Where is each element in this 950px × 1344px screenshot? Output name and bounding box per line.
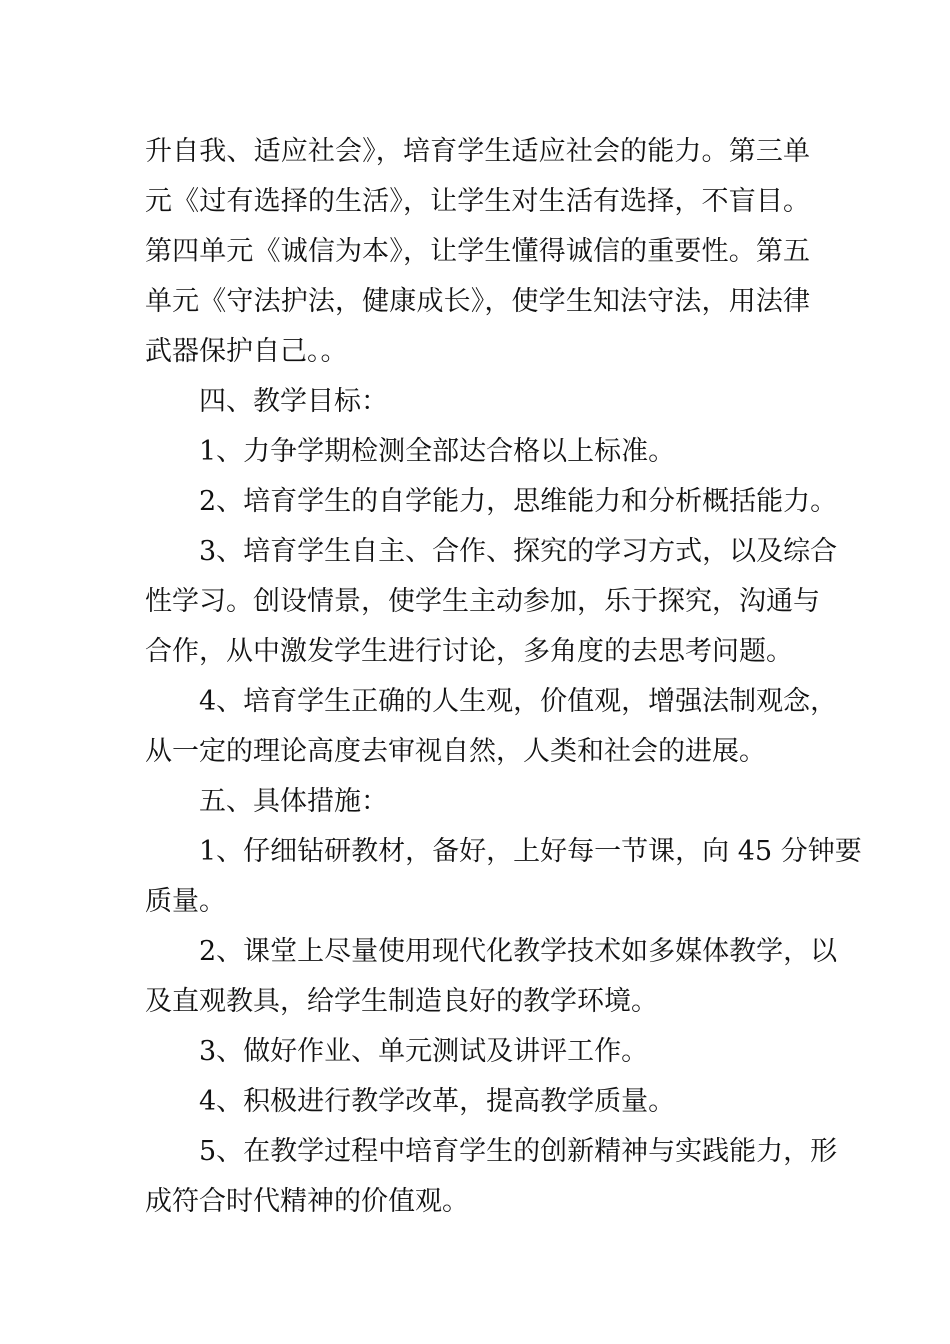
paragraph-units-summary bbox=[145, 127, 810, 377]
text-line: 及直观教具，给学生制造良好的教学环境。 bbox=[145, 986, 658, 1017]
text-line: 武器保护自己。。 bbox=[145, 336, 348, 367]
text-line: 合作，从中激发学生进行讨论，多角度的去思考问题。 bbox=[145, 636, 793, 667]
text-line: 质量。 bbox=[145, 886, 226, 917]
text-line: 3、培育学生自主、合作、探究的学习方式，以及综合 bbox=[199, 536, 838, 567]
measure-item-5 bbox=[145, 1127, 838, 1227]
measure-item-4 bbox=[145, 1077, 810, 1127]
text-line: 性学习。创设情景，使学生主动参加，乐于探究，沟通与 bbox=[145, 586, 820, 617]
document-body bbox=[145, 127, 862, 1227]
goal-item-1 bbox=[145, 427, 810, 477]
text-line: 4、积极进行教学改革，提高教学质量。 bbox=[199, 1086, 676, 1117]
text-line: 1、仔细钻研教材，备好，上好每一节课，向 45 分钟要 bbox=[199, 836, 862, 867]
text-line: 四、教学目标： bbox=[199, 386, 388, 417]
text-line: 从一定的理论高度去审视自然，人类和社会的进展。 bbox=[145, 736, 766, 767]
text-line: 单元《守法护法，健康成长》，使学生知法守法，用法律 bbox=[145, 286, 810, 317]
goal-item-2 bbox=[145, 477, 838, 527]
text-line: 5、在教学过程中培育学生的创新精神与实践能力，形 bbox=[199, 1136, 838, 1167]
section-heading-measures bbox=[145, 777, 810, 827]
text-line: 1、力争学期检测全部达合格以上标准。 bbox=[199, 436, 676, 467]
section-heading-teaching-goals bbox=[145, 377, 810, 427]
text-line: 2、课堂上尽量使用现代化教学技术如多媒体教学，以 bbox=[199, 936, 838, 967]
text-line: 五、具体措施： bbox=[199, 786, 388, 817]
goal-item-4 bbox=[145, 677, 838, 777]
text-line: 第四单元《诚信为本》，让学生懂得诚信的重要性。第五 bbox=[145, 236, 810, 267]
text-line: 升自我、适应社会》，培育学生适应社会的能力。第三单 bbox=[145, 136, 810, 167]
text-line: 2、培育学生的自学能力，思维能力和分析概括能力。 bbox=[199, 486, 838, 517]
text-line: 成符合时代精神的价值观。 bbox=[145, 1186, 469, 1217]
measure-item-3 bbox=[145, 1027, 810, 1077]
goal-item-3 bbox=[145, 527, 838, 677]
measure-item-1 bbox=[145, 827, 862, 927]
text-line: 3、做好作业、单元测试及讲评工作。 bbox=[199, 1036, 649, 1067]
text-line: 4、培育学生正确的人生观，价值观，增强法制观念， bbox=[199, 686, 838, 717]
text-line: 元《过有选择的生活》，让学生对生活有选择，不盲目。 bbox=[145, 186, 810, 217]
measure-item-2 bbox=[145, 927, 838, 1027]
